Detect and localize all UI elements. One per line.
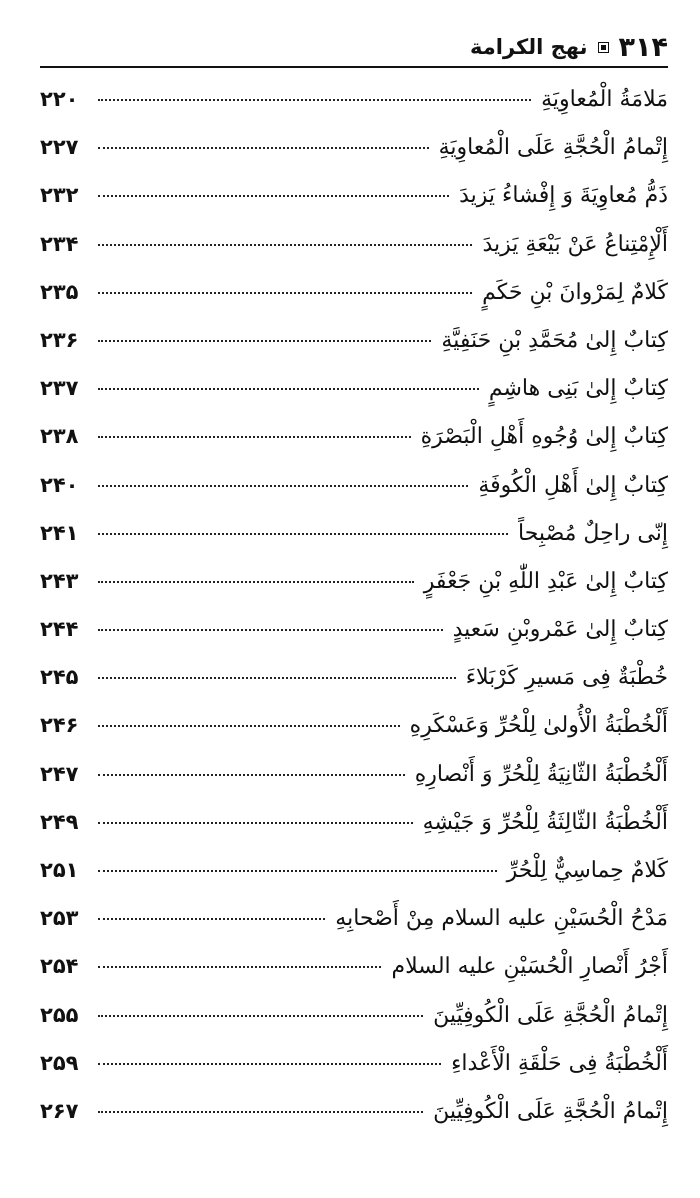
toc-entry-title: خُطْبَةٌ فِى مَسيرِ كَرْبَلاءَ <box>465 665 668 691</box>
toc-entry-title: أَلْخُطْبَةُ الثّانِيَةُ لِلْحُرِّ وَ أَنْصارِهِ <box>414 761 668 787</box>
toc-entry <box>40 810 668 858</box>
toc-entry <box>40 858 668 906</box>
toc-entry <box>40 473 668 521</box>
toc-entry-page-number: ۲۴۵ <box>40 665 79 690</box>
toc-entry-title: مَلامَةُ الْمُعاوِيَةِ <box>541 87 668 112</box>
dot-leader <box>98 244 472 246</box>
toc-entry-title: أَلْإِمْتِناعُ عَنْ بَيْعَةِ يَزيدَ <box>482 231 668 257</box>
toc-entry <box>40 183 668 231</box>
dot-leader <box>98 1063 441 1065</box>
toc-entry-page-number: ۲۳۷ <box>40 376 79 401</box>
toc-entry <box>40 232 668 280</box>
toc-entry <box>40 1099 668 1147</box>
toc-entry-page-number: ۲۵۳ <box>40 906 79 931</box>
dot-leader <box>98 99 531 101</box>
toc-entry-page-number: ۲۵۹ <box>40 1050 79 1075</box>
toc-entry-page-number: ۲۳۶ <box>40 327 79 352</box>
dot-leader <box>98 725 400 727</box>
toc-entry-page-number: ۲۴۹ <box>40 809 79 834</box>
dot-leader <box>98 147 429 149</box>
toc-entry <box>40 521 668 569</box>
dot-leader <box>98 677 456 679</box>
dot-leader <box>98 581 414 583</box>
toc-entry-page-number: ۲۴۳ <box>40 568 79 593</box>
toc-entry-title: كِتابٌ إِلىٰ عَبْدِ اللّٰهِ بْنِ جَعْفَرٍ <box>423 568 668 594</box>
dot-leader <box>98 436 411 438</box>
toc-entry-title: إِنّى راحِلٌ مُصْبِحاً <box>518 520 668 546</box>
toc-entry-page-number: ۲۴۱ <box>40 520 79 545</box>
toc-entry-page-number: ۲۶۷ <box>40 1098 79 1123</box>
toc-entry <box>40 713 668 761</box>
toc-entry <box>40 1051 668 1099</box>
toc-entry-title: أَجْرُ أَنْصارِ الْحُسَيْنِ عليه السلام <box>391 954 668 980</box>
dot-leader <box>98 822 413 824</box>
dot-leader <box>98 629 443 631</box>
toc-entry-page-number: ۲۳۲ <box>40 183 79 208</box>
toc-entry-title: كِتابٌ إِلىٰ أَهْلِ الْكُوفَةِ <box>478 472 668 498</box>
toc-entry-page-number: ۲۴۷ <box>40 761 79 786</box>
toc-entry-page-number: ۲۳۸ <box>40 424 79 449</box>
toc-entry <box>40 762 668 810</box>
toc-entry-page-number: ۲۴۶ <box>40 713 79 738</box>
toc-entry <box>40 906 668 954</box>
table-of-contents <box>40 87 668 1147</box>
dot-leader <box>98 388 479 390</box>
toc-entry-title: كِتابٌ إِلىٰ بَنِى هاشِمٍ <box>488 376 668 402</box>
toc-entry-title: مَدْحُ الْحُسَيْنِ عليه السلام مِنْ أَصْحابِهِ <box>335 906 668 932</box>
toc-entry <box>40 954 668 1002</box>
toc-entry-title: كِتابٌ إِلىٰ مُحَمَّدِ بْنِ حَنَفِيَّةِ <box>441 327 668 353</box>
dot-leader <box>98 195 449 197</box>
toc-entry <box>40 328 668 376</box>
toc-entry <box>40 376 668 424</box>
toc-entry <box>40 665 668 713</box>
dot-leader <box>98 1111 423 1113</box>
dot-leader <box>98 292 472 294</box>
toc-entry-title: كَلامٌ حِماسِيٌّ لِلْحُرِّ <box>506 858 668 883</box>
toc-entry-page-number: ۲۴۴ <box>40 617 79 642</box>
toc-entry <box>40 87 668 135</box>
toc-entry-page-number: ۲۳۵ <box>40 279 79 304</box>
toc-entry-page-number: ۲۵۵ <box>40 1002 79 1027</box>
book-title: نهج الكرامة <box>470 35 588 59</box>
toc-entry-page-number: ۲۲۰ <box>40 87 79 111</box>
toc-entry-page-number: ۲۴۰ <box>40 472 79 497</box>
toc-entry <box>40 569 668 617</box>
book-page <box>40 28 668 1147</box>
toc-entry-title: إِتْمامُ الْحُجَّةِ عَلَى الْكُوفِيِّينَ <box>433 1098 668 1124</box>
square-separator-icon <box>598 42 609 53</box>
dot-leader <box>98 533 508 535</box>
dot-leader <box>98 870 497 872</box>
toc-entry-title: كِتابٌ إِلىٰ عَمْروبْنِ سَعيدٍ <box>452 617 668 643</box>
toc-entry-title: كِتابٌ إِلىٰ وُجُوهِ أَهْلِ الْبَصْرَةِ <box>420 424 668 450</box>
toc-entry-title: ذَمُّ مُعاوِيَةَ وَ إِفْشاءُ يَزيدَ <box>459 183 668 209</box>
toc-entry <box>40 1003 668 1051</box>
dot-leader <box>98 774 405 776</box>
toc-entry <box>40 135 668 183</box>
toc-entry-page-number: ۲۵۱ <box>40 858 79 882</box>
dot-leader <box>98 485 468 487</box>
toc-entry-title: كَلامٌ لِمَرْوانَ بْنِ حَكَمٍ <box>482 279 668 305</box>
dot-leader <box>98 340 431 342</box>
toc-entry-page-number: ۲۳۴ <box>40 231 79 256</box>
toc-entry-title: أَلْخُطْبَةُ فِى حَلْقَةِ الْأَعْداءِ <box>451 1050 668 1076</box>
dot-leader <box>98 918 325 920</box>
toc-entry-title: أَلْخُطْبَةُ الْأُولىٰ لِلْحُرِّ وَعَسْكَرِهِ <box>409 713 668 739</box>
dot-leader <box>98 1015 423 1017</box>
dot-leader <box>98 966 381 968</box>
toc-entry-title: أَلْخُطْبَةُ الثّالِثَةُ لِلْحُرِّ وَ جَيْشِهِ <box>422 809 668 835</box>
toc-entry-page-number: ۲۲۷ <box>40 135 79 160</box>
toc-entry <box>40 424 668 472</box>
toc-entry-title: إِتْمامُ الْحُجَّةِ عَلَى الْمُعاوِيَةِ <box>438 135 668 161</box>
toc-entry-title: إِتْمامُ الْحُجَّةِ عَلَى الْكُوفِيِّينَ <box>433 1002 668 1028</box>
running-header <box>40 28 668 68</box>
page-number: ۳۱۴ <box>618 31 668 63</box>
toc-entry-page-number: ۲۵۴ <box>40 954 79 979</box>
toc-entry <box>40 617 668 665</box>
toc-entry <box>40 280 668 328</box>
